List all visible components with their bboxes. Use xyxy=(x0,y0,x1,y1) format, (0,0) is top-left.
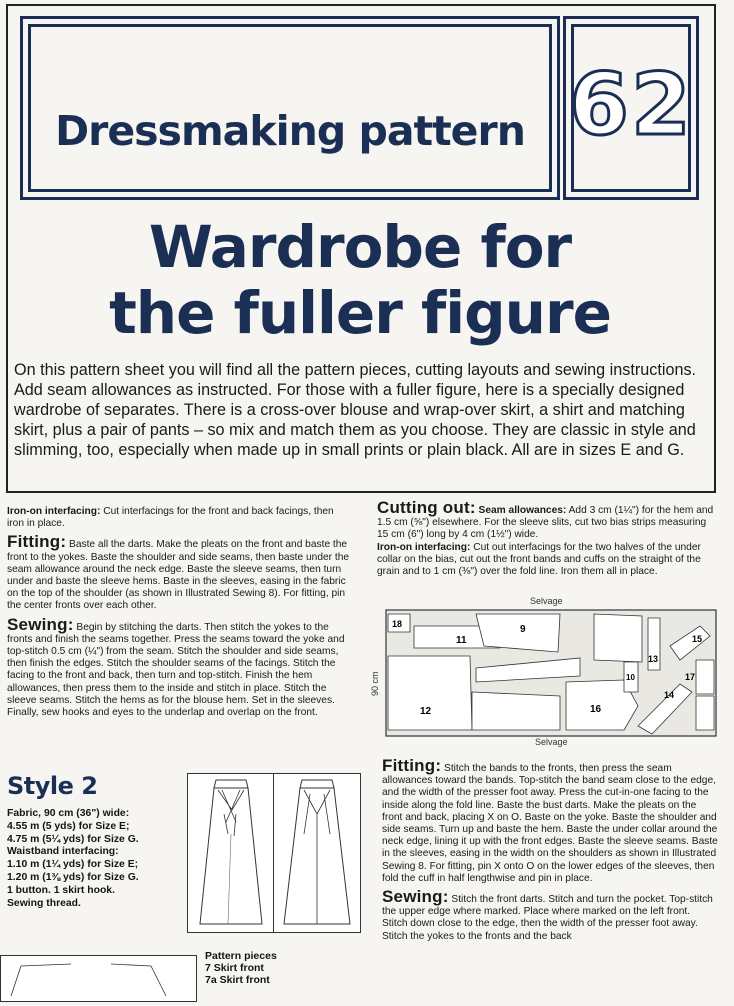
piece-label: 14 xyxy=(664,690,675,700)
cutting-layout-svg xyxy=(380,596,720,756)
piece-label: 12 xyxy=(420,706,432,717)
cutting-layout-diagram xyxy=(370,596,720,756)
skirt-back-illustration xyxy=(273,773,361,933)
piece-label: 13 xyxy=(648,654,659,664)
right-cutting-lead: Seam allowances: xyxy=(478,505,567,516)
left-sewing-heading: Sewing: xyxy=(7,614,74,634)
piece-label: 15 xyxy=(692,634,703,644)
piece-label: 9 xyxy=(520,624,526,635)
right-column-top xyxy=(377,498,715,584)
intro-box xyxy=(14,360,704,482)
pattern-number-box xyxy=(563,16,699,200)
pattern-piece-item: 7a Skirt front xyxy=(205,974,270,986)
right-sewing-text: Stitch the front darts. Stitch and turn the pocket. Top-stitch the upper edge where marked. Place where marked on the left front. Stitch down close to the edge, then the width of the presser foot away. Stitch the yokes to the fronts and the back xyxy=(382,894,713,942)
right-column-bottom xyxy=(382,756,718,949)
bottom-illustration-drawing xyxy=(1,956,196,1001)
left-interfacing-paragraph xyxy=(7,506,352,530)
style-2-materials xyxy=(7,808,187,910)
material-line: Waistband interfacing: xyxy=(7,846,119,858)
fabric-width-label: 90 cm xyxy=(370,671,380,696)
material-line: 1.10 m (1¼ yds) for Size E; xyxy=(7,859,139,871)
right-fitting-text: Stitch the bands to the fronts, then press the seam allowances toward the bands. Top-stitch the band seam close to the edge, and the width of the presser foot away. Press the cut-in-one facing to the inside along the fold line. Baste the bust darts. Make the pleats on the front and back, placing X on O. Baste on the yoke. Baste the shoulder and side seams. Turn up and baste the hem. Baste the under collar around the neck edge, lining it up with the front edges. Baste the sleeve seams. Baste in the sleeves, easing in the width on the shoulders as shown in Illustrated Sewing 8. For fitting, pin X onto O on the lower edges of the sleeves, then fold the cuff in half lengthwise and pin in place. xyxy=(382,763,718,884)
skirt-front-drawing xyxy=(188,774,274,932)
headline-line-2: the fuller figure xyxy=(109,279,611,347)
headline-line-1: Wardrobe for xyxy=(148,213,572,281)
pattern-pieces-title: Pattern pieces xyxy=(205,950,277,962)
intro-text: On this pattern sheet you will find all the pattern pieces, cutting layouts and sewing instructions. Add seam allowances as instructed. For those with a fuller figure, here is a specially designed wardrobe of separates. There is a cross-over blouse and wrap-over skirt, a shirt and matching skirt, plus a pair of pants – so mix and match them as you choose. They are classic in style and slimming, too, especially when made up in small prints or plain black. All are in sizes E and G. xyxy=(14,361,697,459)
right-fitting-paragraph xyxy=(382,756,718,885)
right-fitting-heading: Fitting: xyxy=(382,756,442,775)
piece-label: 16 xyxy=(590,704,602,715)
left-interfacing-text: Cut interfacings for the front and back facings, then iron in place. xyxy=(7,506,334,530)
piece-label: 10 xyxy=(626,673,635,682)
pattern-number: 62 xyxy=(569,55,693,155)
piece-label: 11 xyxy=(456,635,467,646)
headline xyxy=(30,214,690,346)
right-sewing-paragraph xyxy=(382,887,718,943)
skirt-back-drawing xyxy=(274,774,360,932)
left-fitting-paragraph xyxy=(7,532,352,612)
selvage-top-label: Selvage xyxy=(530,596,563,606)
right-interfacing-text: Cut out interfacings for the two halves of the under collar on the bias, cut out the front bands and cuffs on the straight of the grain and to 1 cm (⅜") over the fold line. Iron them all in place. xyxy=(377,541,701,578)
piece-label: 18 xyxy=(392,619,403,629)
pattern-pieces-list xyxy=(205,950,277,986)
title-banner xyxy=(20,16,560,200)
bottom-illustration-frame xyxy=(0,955,197,1002)
left-sewing-text: Begin by stitching the darts. Then stitch the yokes to the fronts and finish the seams together. Press the seams toward the yoke and top-stitch 0.5 cm (¼") from the seam. Stitch the shoulder and side seams, then finish the edges. Stitch the shoulder seams of the facings. Stitch the facing to the front and back, then turn and top-stitch. Finish the hem allowances, then press them to the inside and stitch in place. Stitch the sleeve seams. Stitch the hems as for the blouse hem. Set in the sleeves. Finally, sew hooks and eyes to the underlap and overlap on the front. xyxy=(7,621,345,719)
left-column xyxy=(7,506,352,725)
right-cutting-text: Add 3 cm (1¼") for the hem and 1.5 cm (⅝") elsewhere. For the sleeve slits, cut two bias strips measuring 15 cm (6") long by 4 cm (1½") wide. xyxy=(377,505,714,541)
material-line: Sewing thread. xyxy=(7,897,81,909)
material-line: 4.55 m (5 yds) for Size E; xyxy=(7,820,130,832)
piece-label: 17 xyxy=(685,672,696,682)
left-fitting-text: Baste all the darts. Make the pleats on the front and baste the front to the yokes. Baste the shoulder and side seams, then baste under the seam allowance around the neck edge. Baste the sleeve seams, then turn under and baste the sleeve hems. Baste in the sleeves, easing in the fabric on the top of the shoulder (as shown in Illustrated Sewing 8). For fitting, pin the center fronts over each other. xyxy=(7,539,350,612)
pattern-piece-item: 7 Skirt front xyxy=(205,962,264,974)
banner-title: Dressmaking pattern xyxy=(55,107,525,155)
right-cutting-paragraph xyxy=(377,498,715,578)
material-line: Fabric, 90 cm (36") wide: xyxy=(7,808,130,819)
skirt-front-illustration xyxy=(187,773,275,933)
selvage-bottom-label: Selvage xyxy=(535,737,568,747)
right-cutting-heading: Cutting out: xyxy=(377,498,476,517)
material-line: 1 button. 1 skirt hook. xyxy=(7,884,115,896)
right-sewing-heading: Sewing: xyxy=(382,887,449,907)
left-interfacing-lead: Iron-on interfacing: xyxy=(7,506,101,517)
material-line: 1.20 m (1⅜ yds) for Size G. xyxy=(7,871,139,883)
left-sewing-paragraph xyxy=(7,614,352,720)
material-line: 4.75 m (5¼ yds) for Size G. xyxy=(7,833,139,845)
style-2-title: Style 2 xyxy=(7,772,98,800)
right-interfacing-lead: Iron-on interfacing: xyxy=(377,541,471,553)
left-fitting-heading: Fitting: xyxy=(7,532,67,552)
